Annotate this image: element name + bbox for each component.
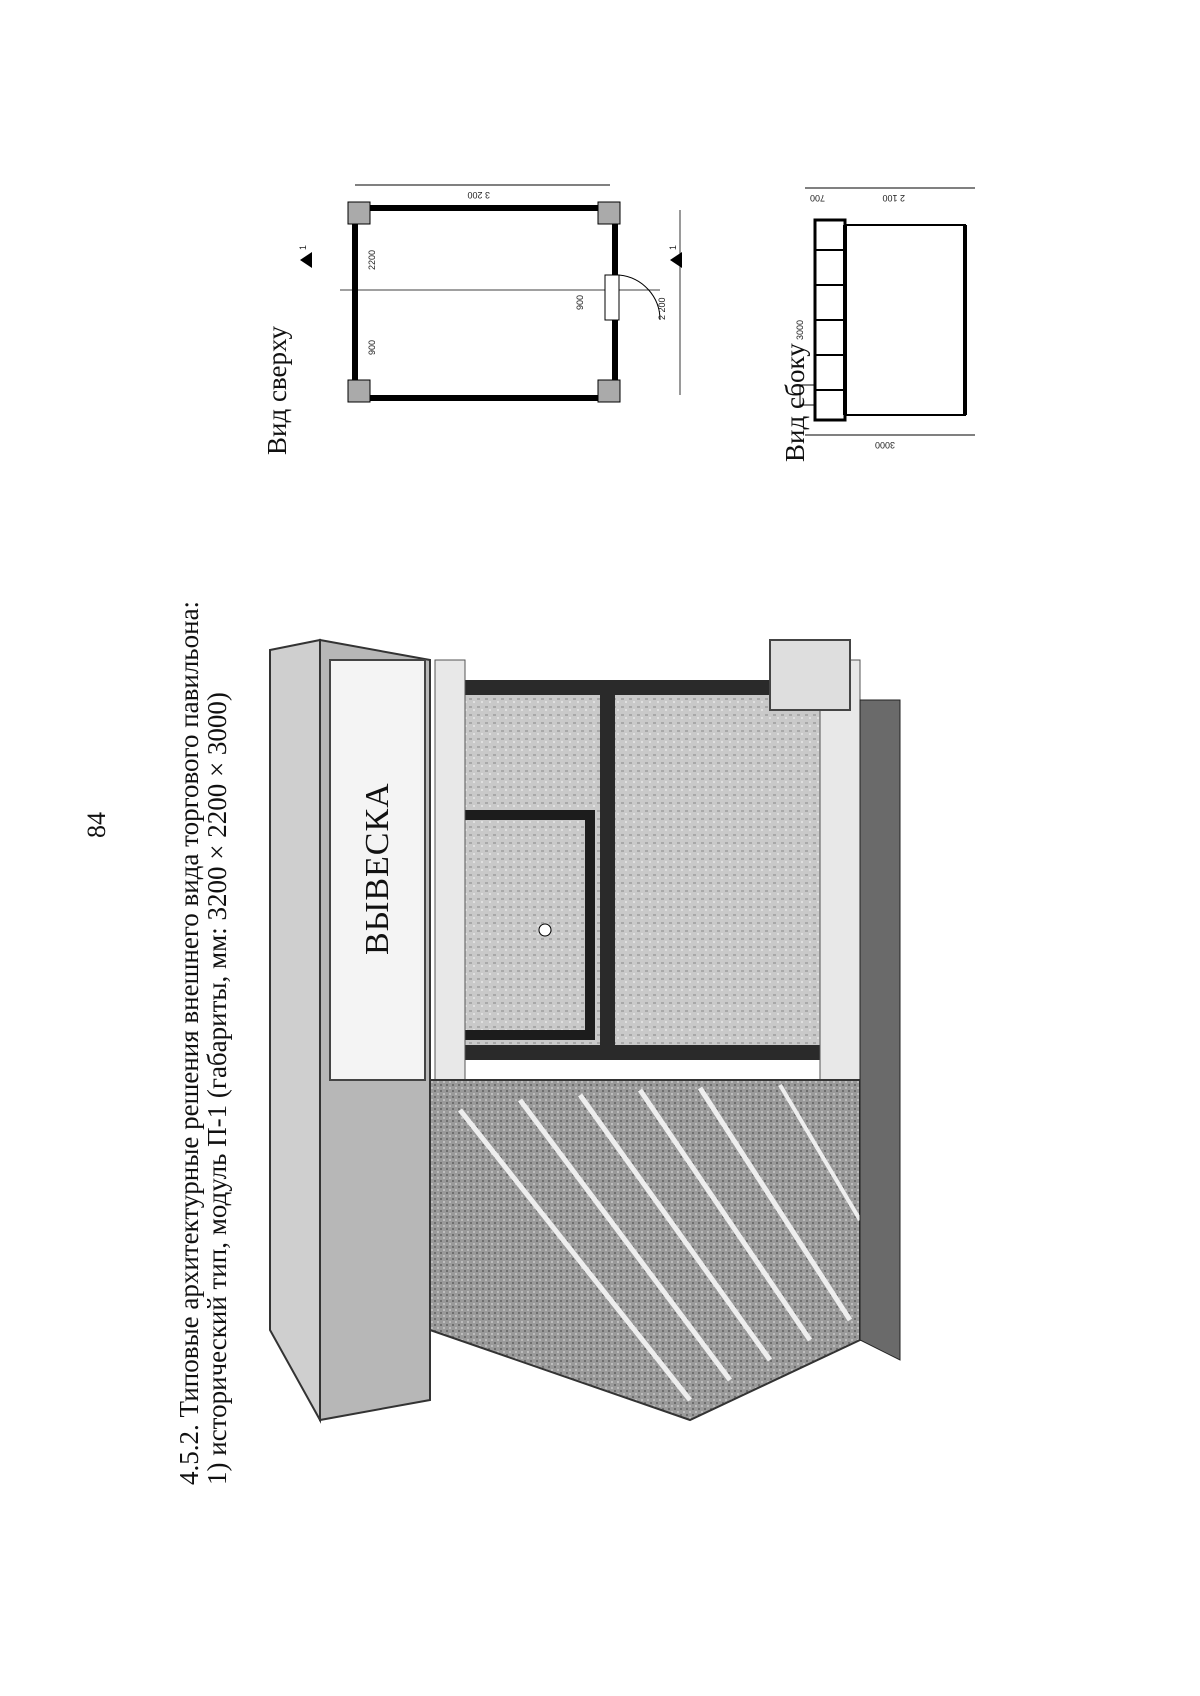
page-number: 84 <box>82 812 111 838</box>
side-view-label: Вид сбоку <box>780 343 810 462</box>
dim-3000-length: 3000 <box>874 440 895 450</box>
dim-700: 700 <box>809 193 825 203</box>
side-view-drawing <box>795 180 995 480</box>
section-subheading: 1) исторический тип, модуль П-1 (габариты, мм: 3200 × 2200 × 3000) <box>202 692 232 1485</box>
dim-3000-height: 3000 <box>795 319 805 340</box>
section-mark-left: 1 <box>298 244 308 250</box>
dim-2200: 2 200 <box>657 297 667 320</box>
section-mark-right: 1 <box>668 244 678 250</box>
section-heading: 4.5.2. Типовые архитектурные решения внешнего вида торгового павильона: <box>174 600 204 1485</box>
sign-text: ВЫВЕСКА <box>359 782 396 955</box>
dim-900-left: 900 <box>367 339 377 355</box>
dim-2200-left: 2200 <box>367 249 377 270</box>
pavilion-photo <box>260 640 910 1420</box>
top-view-plan <box>300 180 690 420</box>
top-view-label: Вид сверху <box>262 326 292 455</box>
dim-900: 900 <box>575 294 585 310</box>
dim-2100: 2 100 <box>882 193 905 203</box>
dim-3200: 3 200 <box>467 190 490 200</box>
